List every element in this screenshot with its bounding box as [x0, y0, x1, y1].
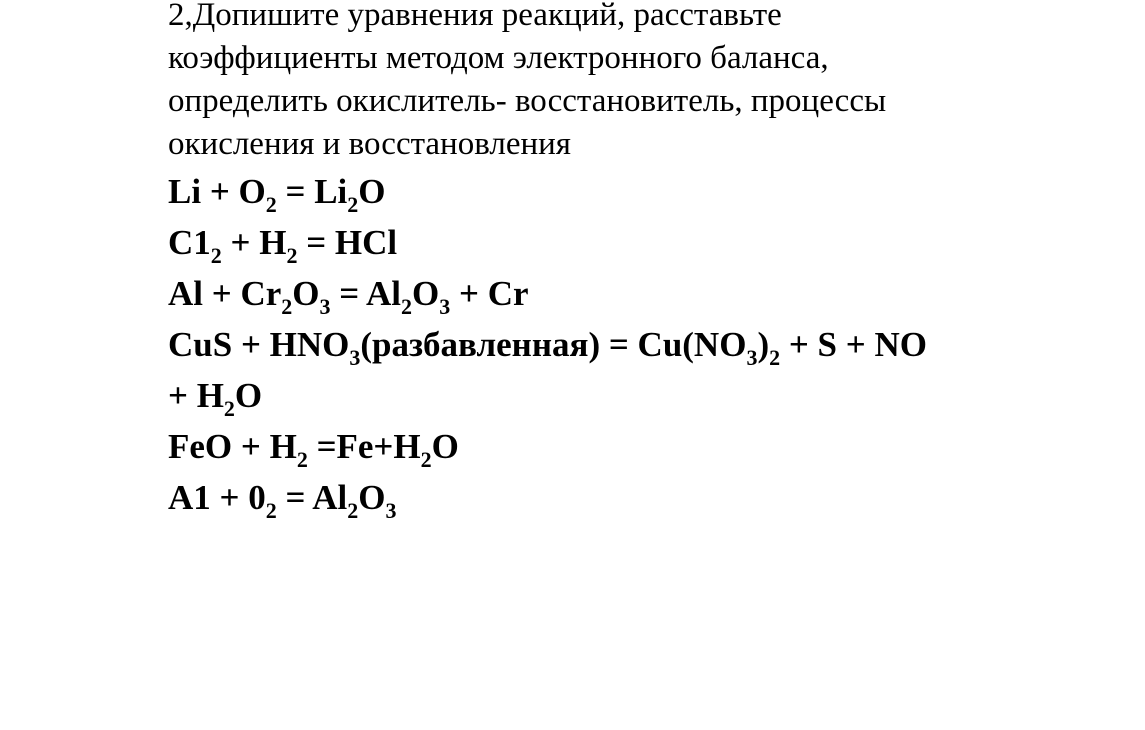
equation-line [168, 421, 1128, 472]
equation-text: FeO + H [168, 427, 297, 466]
document-content [168, 0, 1128, 523]
equation-subscript: 2 [769, 345, 781, 370]
equation-subscript: 2 [223, 396, 235, 421]
equation-subscript: 3 [349, 345, 361, 370]
equation-line [168, 268, 1128, 319]
equation-line [168, 166, 1128, 217]
equation-text: + H [221, 223, 287, 262]
equation-text: O [431, 427, 459, 466]
equation-subscript: 2 [210, 243, 222, 268]
equation-text: = Al [276, 478, 348, 517]
equation-text: A1 + 0 [168, 478, 266, 517]
equation-subscript: 2 [401, 294, 413, 319]
equation-subscript: 2 [281, 294, 293, 319]
task-line: коэффициенты методом электронного баланса, [168, 40, 829, 76]
equation-text: O [412, 274, 440, 313]
equation-text: Li + O [168, 172, 266, 211]
task-line: определить окислитель- восстановитель, процессы [168, 83, 887, 119]
equation-subscript: 3 [746, 345, 758, 370]
equation-text: + H [168, 376, 224, 415]
equation-text: O [358, 172, 386, 211]
equation-text: = HCl [297, 223, 398, 262]
equation-text: O [234, 376, 263, 415]
equation-text: ) [757, 325, 770, 364]
equation-line [168, 472, 1128, 523]
equation-text: = Li [276, 172, 348, 211]
equation-line [168, 217, 1128, 268]
equation-subscript: 3 [319, 294, 331, 319]
equation-subscript: 2 [286, 243, 298, 268]
equation-subscript: 2 [296, 447, 308, 472]
equation-subscript: 2 [347, 498, 359, 523]
equation-subscript: 3 [439, 294, 451, 319]
equation-text: = Al [330, 274, 402, 313]
equation-list [168, 166, 1128, 523]
equation-subscript: 2 [265, 192, 277, 217]
task-line: окисления и восстановления [168, 126, 571, 162]
equation-text: (разбавленная) = Cu(NO [360, 325, 747, 364]
equation-text: =Fe+H [307, 427, 421, 466]
equation-text: + Cr [450, 274, 529, 313]
equation-text: C1 [168, 223, 211, 262]
task-line: 2,Допишите уравнения реакций, расставьте [168, 0, 782, 33]
equation-text: + S + NO [780, 325, 927, 364]
equation-text: Al + Cr [168, 274, 282, 313]
equation-text: O [358, 478, 386, 517]
equation-subscript: 2 [420, 447, 432, 472]
equation-line [168, 319, 1128, 370]
equation-subscript: 2 [265, 498, 277, 523]
equation-line [168, 370, 1128, 421]
equation-subscript: 3 [385, 498, 397, 523]
task-instructions [168, 0, 1128, 166]
equation-subscript: 2 [347, 192, 359, 217]
equation-text: CuS + HNO [168, 325, 350, 364]
equation-text: O [292, 274, 320, 313]
